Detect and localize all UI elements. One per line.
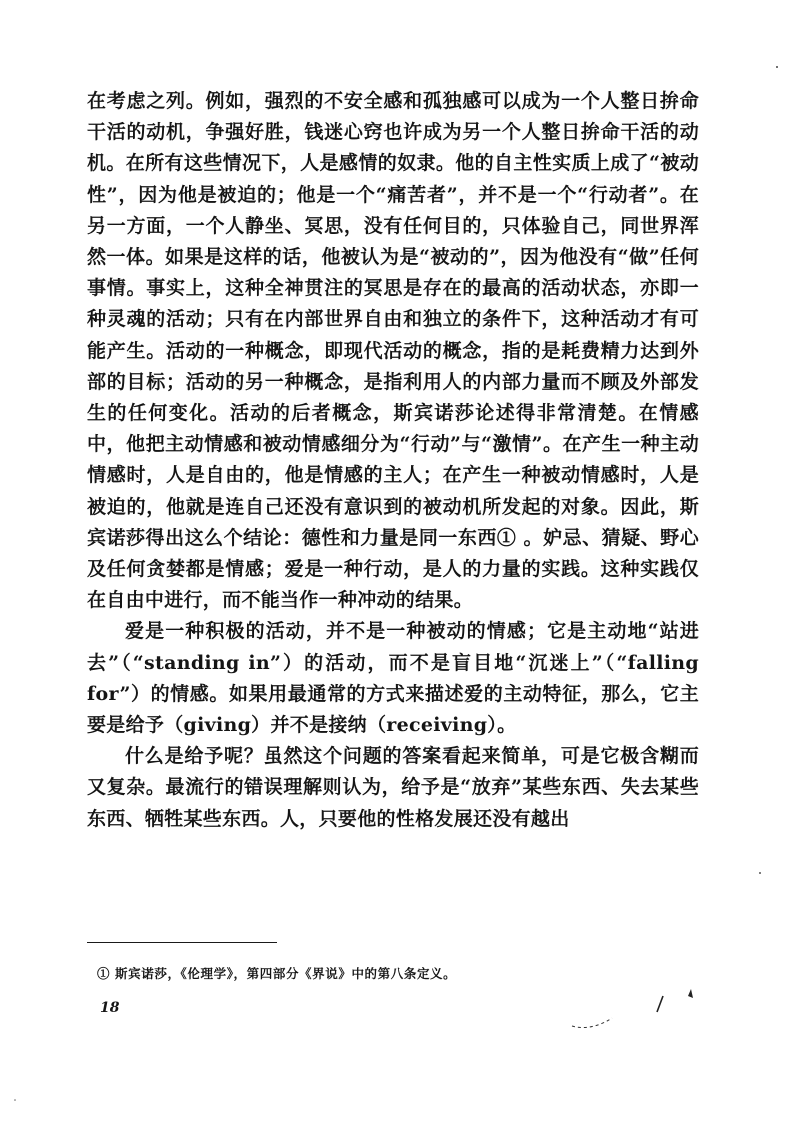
scan-dot — [776, 66, 778, 68]
paragraph-2: 爱是一种积极的活动，并不是一种被动的情感；它是主动地“站进去”（“standing in”）的活动，而不是盲目地“沉迷上”（“falling for”）的情感。如果用最通常的方式来描述爱的主动特征，那么，它主要是给予（giving）并不是接纳（receiving）。 — [87, 620, 699, 737]
scan-speck-stroke — [657, 996, 663, 1012]
page-number: 18 — [100, 1000, 120, 1016]
paragraph-1: 在考虑之列。例如，强烈的不安全感和孤独感可以成为一个人整日拚命干活的动机，争强好胜，钱迷心窍也许成为另一个人整日拚命干活的动机。在所有这些情况下，人是感情的奴隶。他的自主性实质上成了“被动性”，因为他是被迫的；他是一个“痛苦者”，并不是一个“行动者”。在另一方面，一个人静坐、冥思，没有任何目的，只体验自己，同世界浑然一体。如果是这样的话，他被认为是“被动的”，因为他没有“做”任何事情。事实上，这种全神贯注的冥思是存在的最高的活动状态，亦即一种灵魂的活动；只有在内部世界自由和独立的条件下，这种活动才有可能产生。活动的一种概念，即现代活动的概念，指的是耗费精力达到外部的目标；活动的另一种概念，是指利用人的内部力量而不顾及外部发生的任何变化。活动的后者概念，斯宾诺莎论述得非常清楚。在情感中，他把主动情感和被动情感细分为“行动”与“激情”。在产生一种主动情感时，人是自由的，他是情感的主人；在产生一种被动情感时，人是被迫的，他就是连自己还没有意识到的被动机所发起的对象。因此，斯宾诺莎得出这么个结论：德性和力量是同一东西① 。妒忌、猜疑、野心及任何贪婪都是情感；爱是一种行动，是人的力量的实践。这种实践仅在自由中进行，而不能当作一种冲动的结果。 — [87, 90, 699, 612]
footnote: ① 斯宾诺莎，《伦理学》，第四部分《界说》中的第八条定义。 — [97, 966, 457, 981]
scan-speck — [688, 989, 693, 998]
scan-dot — [759, 872, 761, 874]
paragraph-3: 什么是给予呢？虽然这个问题的答案看起来简单，可是它极含糊而又复杂。最流行的错误理解则认为，给予是“放弃”某些东西、失去某些东西、牺牲某些东西。人，只要他的性格发展还没有越出 — [87, 745, 699, 830]
scan-dot — [14, 1099, 16, 1101]
scan-smudge — [572, 1018, 612, 1028]
